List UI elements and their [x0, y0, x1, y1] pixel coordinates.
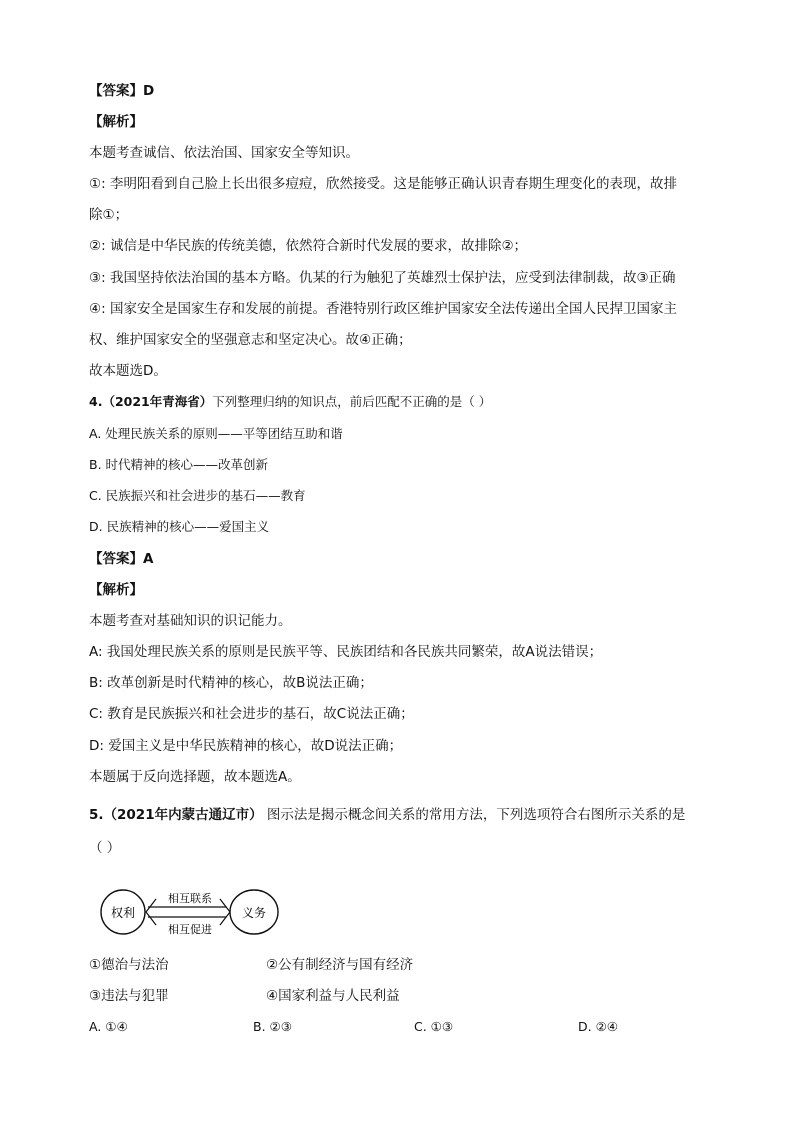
analysis-label-2: 【解析】: [89, 582, 143, 598]
analysis-text: 本题考查对基础知识的识记能力。: [89, 613, 292, 629]
answer-label-2: 【答案】A: [89, 551, 154, 567]
analysis-text: D: 爱国主义是中华民族精神的核心，故D说法正确；: [89, 738, 403, 754]
question-source: 4.（2021年青海省）: [89, 394, 213, 409]
item-4: ④国家利益与人民利益: [266, 988, 400, 1004]
question-4: [89, 392, 491, 412]
option-c: C. 民族振兴和社会进步的基石——教育: [89, 488, 306, 503]
question-stem: 下列整理归纳的知识点，前后匹配不正确的是（ ）: [212, 394, 492, 409]
item-3: ③违法与犯罪: [89, 988, 169, 1004]
option-a: A. 处理民族关系的原则——平等团结互助和谐: [89, 426, 343, 441]
analysis-text: ④: 国家安全是国家生存和发展的前提。香港特别行政区维护国家安全法传递出全国人民捍卫国家主: [89, 301, 677, 317]
rights-duties-diagram: [96, 877, 286, 947]
arrow-label-top: 相互联系: [168, 892, 212, 905]
analysis-text: 除①；: [89, 207, 129, 223]
rights-label: 权利: [110, 906, 136, 920]
option-b: B. 时代精神的核心——改革创新: [89, 457, 269, 472]
choice-c: C. ①③: [414, 1019, 454, 1034]
arrow-label-bottom: 相互促进: [168, 923, 212, 936]
choice-a: A. ①④: [89, 1019, 128, 1034]
answer-label-1: 【答案】D: [89, 83, 155, 99]
analysis-text: 权、维护国家安全的坚强意志和坚定决心。故④正确；: [89, 332, 412, 348]
analysis-text: B: 改革创新是时代精神的核心，故B说法正确；: [89, 675, 373, 691]
item-2: ②公有制经济与国有经济: [266, 957, 414, 973]
duties-label: 义务: [241, 906, 267, 920]
analysis-text: C: 教育是民族振兴和社会进步的基石，故C说法正确；: [89, 706, 414, 722]
analysis-text: ①: 李明阳看到自己脸上长出很多痘痘，欣然接受。这是能够正确认识青春期生理变化的表现，故排: [89, 176, 677, 192]
analysis-text: ②: 诚信是中华民族的传统美德，依然符合新时代发展的要求，故排除②；: [89, 238, 528, 254]
question-stem: 图示法是揭示概念间关系的常用方法，下列选项符合右图所示关系的是: [262, 807, 686, 823]
analysis-label-1: 【解析】: [89, 114, 143, 130]
choice-b: B. ②③: [253, 1019, 292, 1034]
analysis-text: 本题考查诚信、依法治国、国家安全等知识。: [89, 145, 359, 161]
question-source: 5.（2021年内蒙古通辽市）: [89, 807, 263, 823]
analysis-conclusion: 故本题选D。: [89, 363, 167, 379]
analysis-text: A: 我国处理民族关系的原则是民族平等、民族团结和各民族共同繁荣，故A说法错误；: [89, 644, 603, 660]
analysis-conclusion: 本题属于反向选择题，故本题选A。: [89, 769, 301, 785]
question-5: [89, 805, 685, 825]
analysis-text: ③: 我国坚持依法治国的基本方略。仇某的行为触犯了英雄烈士保护法，应受到法律制裁，故③正确: [89, 270, 676, 286]
choice-d: D. ②④: [578, 1019, 618, 1034]
option-d: D. 民族精神的核心——爱国主义: [89, 519, 270, 534]
item-1: ①德治与法治: [89, 957, 169, 973]
answer-parentheses: （ ）: [89, 840, 121, 856]
